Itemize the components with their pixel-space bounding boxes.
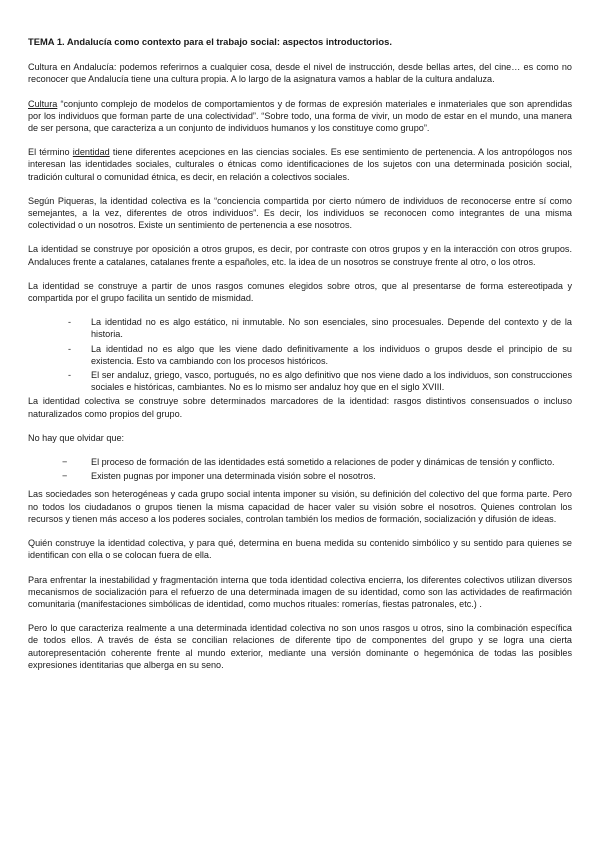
list-item: - La identidad no es algo que les viene dado definitivamente a los individuos o grupos desde el principio de su existencia. Esto va cambiando con los procesos históricos. xyxy=(68,343,572,366)
list-item: − El proceso de formación de las identidades está sometido a relaciones de poder y dinámicas de tensión y conflicto. xyxy=(62,457,555,468)
paragraph-combinacion: Pero lo que caracteriza realmente a una determinada identidad colectiva no son unos rasgos u otros, sino la combinación específica de todos ellos. A través de ésta se concilian relaciones de diferente tipo de componentes del grupo y se logra una cierta autorepresentación coherente frente al mundo exterior, mediante una versión dominante o hegemónica de todas las posibles expresiones identitarias que alberga en su seno. xyxy=(28,623,572,670)
bullet-marker: - xyxy=(68,343,72,354)
term-cultura: Cultura xyxy=(28,98,58,109)
bullet-marker: - xyxy=(68,370,72,381)
paragraph-sociedades-heterogeneas: Las sociedades son heterogéneas y cada grupo social intenta imponer su visión, su definición del colectivo del que forma parte. Pero no todos los ciudadanos o grupos tienen la misma capacidad de hacer valer su visión sobre el nosotros. Quienes controlan los recursos y tienen más acceso a los poderes sociales, controlan también los medios de formación, socialización y difusión de ideas. xyxy=(28,489,572,524)
document-title: TEMA 1. Andalucía como contexto para el trabajo social: aspectos introductorios. xyxy=(28,36,392,47)
paragraph-no-olvidar: No hay que olvidar que: xyxy=(28,432,125,443)
paragraph-inestabilidad: Para enfrentar la inestabilidad y fragmentación interna que toda identidad colectiva encierra, los diferentes colectivos utilizan diversos mecanismos de socialización para el refuerzo de una determinada imagen de su identidad, como son las actividades de reafirmación comunitaria (manifestaciones simbólicas de identidad, como muchos rituales: romerías, fiestas patronales, etc.) . xyxy=(28,574,572,609)
bullet-list-identidad xyxy=(28,316,572,393)
paragraph-marcadores: La identidad colectiva se construye sobre determinados marcadores de la identidad: rasgos distintivos consensuados o incluso naturalizados como propios del grupo. xyxy=(28,396,572,419)
paragraph-identidad-before: El término xyxy=(28,147,73,158)
list-item: - El ser andaluz, griego, vasco, portugués, no es algo definitivo que nos viene dado a los individuos, son construcciones sociales e históricas, cambiantes. No es lo mismo ser andaluz hoy que en el siglo XVIII. xyxy=(68,370,572,393)
list-item: − Existen pugnas por imponer una determinada visión sobre el nosotros. xyxy=(62,471,376,482)
paragraph-rasgos-comunes: La identidad se construye a partir de unos rasgos comunes elegidos sobre otros, que al presentarse de forma estereotipada y compartida por el grupo facilita un sentido de mismidad. xyxy=(28,280,572,304)
paragraph-cultura-text: “conjunto complejo de modelos de comportamientos y de formas de expresión materiales e inmateriales que son aprendidas por los individuos que forman parte de una colectividad”. “Sobre todo, una forma de vivir, un modo de estar en el mundo, una manera de ser persona, que caracteriza a un conjunto de individuos humanos y los constituye como grupo”. xyxy=(28,98,572,134)
paragraph-quien-construye: Quién construye la identidad colectiva, y para qué, determina en buena medida su contenido simbólico y su sentido para quienes se identifican con ella o se colocan fuera de ella. xyxy=(28,538,572,561)
bullet-marker: − xyxy=(62,457,68,468)
list-item: - La identidad no es algo estático, ni inmutable. No son esenciales, sino procesuales. Depende del contexto y de la historia. xyxy=(68,317,572,340)
paragraph-cultura-andalucia: Cultura en Andalucía: podemos referirnos a cualquier cosa, desde el nivel de instrucción, desde bellas artes, del cine… es como no reconocer que Andalucía tiene una cultura propia. A lo largo de la asignatura vamos a hablar de la cultura andaluza. xyxy=(28,62,572,85)
bullet-marker: - xyxy=(68,317,72,328)
paragraph-oposicion: La identidad se construye por oposición a otros grupos, es decir, por contraste con otros grupos y en la interacción con otros grupos. Andaluces frente a catalanes, catalanes frente a españoles, etc. la idea de un nosotros se construye frente al otro, o los otros. xyxy=(28,244,572,267)
paragraph-piqueras: Según Piqueras, la identidad colectiva es la “conciencia compartida por cierto número de individuos de reconocerse entre sí como semejantes, a la vez, diferentes de otros individuos”. Es decir, los individuos se reconocen como integrantes de una misma colectividad o un nosotros. Existe un sentimiento de pertenencia a ese nosotros. xyxy=(28,195,572,231)
paragraph-cultura-definicion xyxy=(28,98,572,135)
paragraph-identidad-after: tiene diferentes acepciones en las ciencias sociales. Es ese sentimiento de pertenencia. A los antropólogos nos interesan las identidades sociales, culturales o étnicas como identificaciones de los sujetos con una determinada posición social, tradición cultural o comunidad étnica, es decir, en relación a colectivos sociales. xyxy=(28,147,572,182)
bullet-list-poder xyxy=(28,456,572,482)
bullet-marker: − xyxy=(62,471,68,482)
term-identidad: identidad xyxy=(72,147,110,158)
paragraph-identidad-termino xyxy=(28,146,572,183)
